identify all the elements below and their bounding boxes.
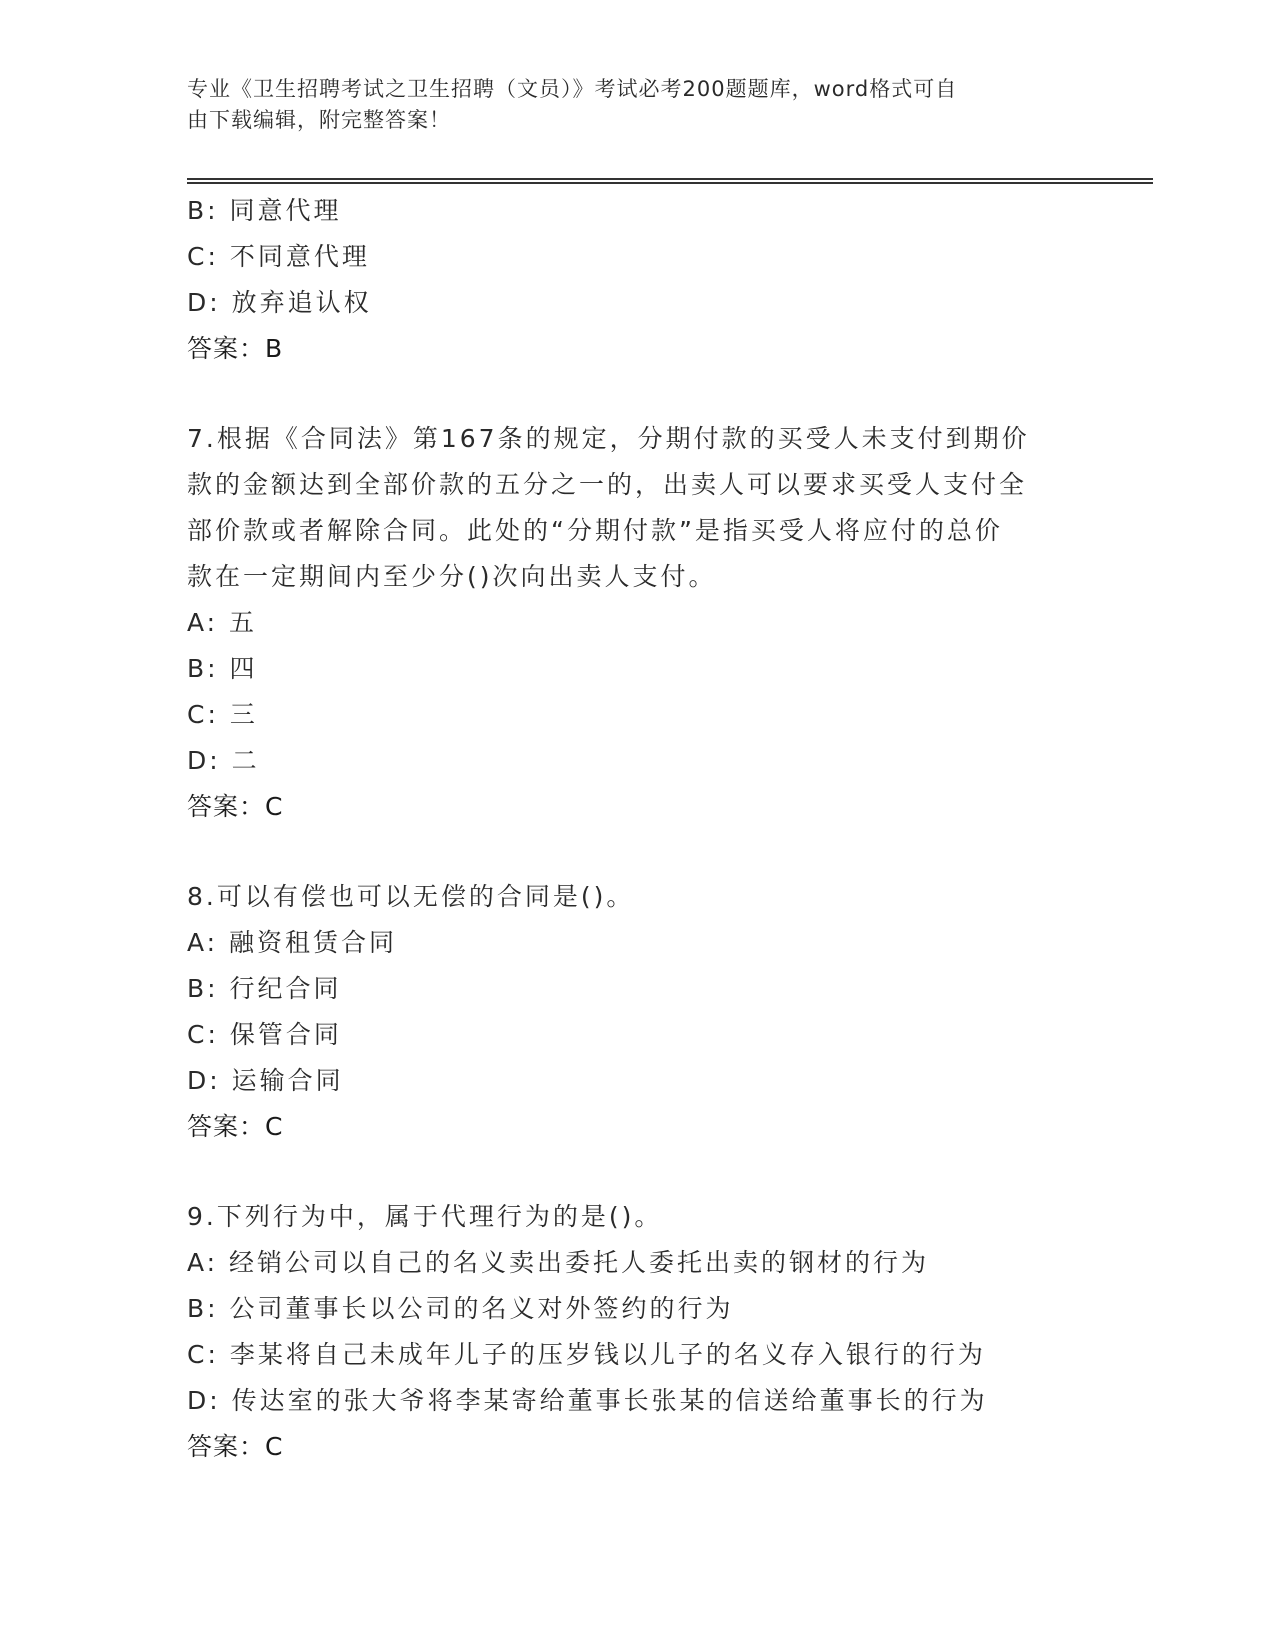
option-d: D: 传达室的张大爷将李某寄给董事长张某的信送给董事长的行为 — [187, 1386, 988, 1415]
option-c: C: 不同意代理 — [187, 242, 370, 271]
option-b: B: 四 — [187, 654, 258, 683]
option-d: D: 放弃追认权 — [187, 288, 372, 317]
spacer — [187, 372, 1067, 416]
question-8 — [187, 874, 1067, 1150]
option-b: B: 公司董事长以公司的名义对外签约的行为 — [187, 1294, 734, 1323]
header-divider-top — [187, 178, 1153, 180]
option-b: B: 同意代理 — [187, 196, 342, 225]
answer: 答案：B — [187, 334, 284, 363]
question-text-line: 7.根据《合同法》第167条的规定，分期付款的买受人未支付到期价 — [187, 424, 1030, 453]
question-list — [187, 188, 1067, 1470]
option-a: A: 经销公司以自己的名义卖出委托人委托出卖的钢材的行为 — [187, 1248, 930, 1277]
spacer — [187, 830, 1067, 874]
option-c: C: 李某将自己未成年儿子的压岁钱以儿子的名义存入银行的行为 — [187, 1340, 986, 1369]
header-line-1: 专业《卫生招聘考试之卫生招聘（文员）》考试必考200题题库，word格式可自 — [187, 77, 958, 101]
answer: 答案：C — [187, 792, 284, 821]
option-a: A: 融资租赁合同 — [187, 928, 398, 957]
header-line-2: 由下载编辑，附完整答案！ — [187, 108, 451, 132]
question-text-line: 款在一定期间内至少分()次向出卖人支付。 — [187, 562, 717, 591]
question-text-line: 9.下列行为中，属于代理行为的是()。 — [187, 1202, 663, 1231]
answer: 答案：C — [187, 1112, 284, 1141]
option-a: A: 五 — [187, 608, 258, 637]
option-d: D: 二 — [187, 746, 260, 775]
option-d: D: 运输合同 — [187, 1066, 344, 1095]
question-text-line: 款的金额达到全部价款的五分之一的，出卖人可以要求买受人支付全 — [187, 470, 1028, 499]
question-9 — [187, 1194, 1067, 1470]
header-divider-bottom — [187, 182, 1153, 184]
answer: 答案：C — [187, 1432, 284, 1461]
question-text-line: 8.可以有偿也可以无偿的合同是()。 — [187, 882, 635, 911]
option-b: B: 行纪合同 — [187, 974, 342, 1003]
page-header — [187, 74, 1067, 136]
spacer — [187, 1150, 1067, 1194]
question-7 — [187, 416, 1067, 830]
option-c: C: 三 — [187, 700, 258, 729]
question-6 — [187, 188, 1067, 372]
option-c: C: 保管合同 — [187, 1020, 342, 1049]
question-text-line: 部价款或者解除合同。此处的“分期付款”是指买受人将应付的总价 — [187, 516, 1003, 545]
